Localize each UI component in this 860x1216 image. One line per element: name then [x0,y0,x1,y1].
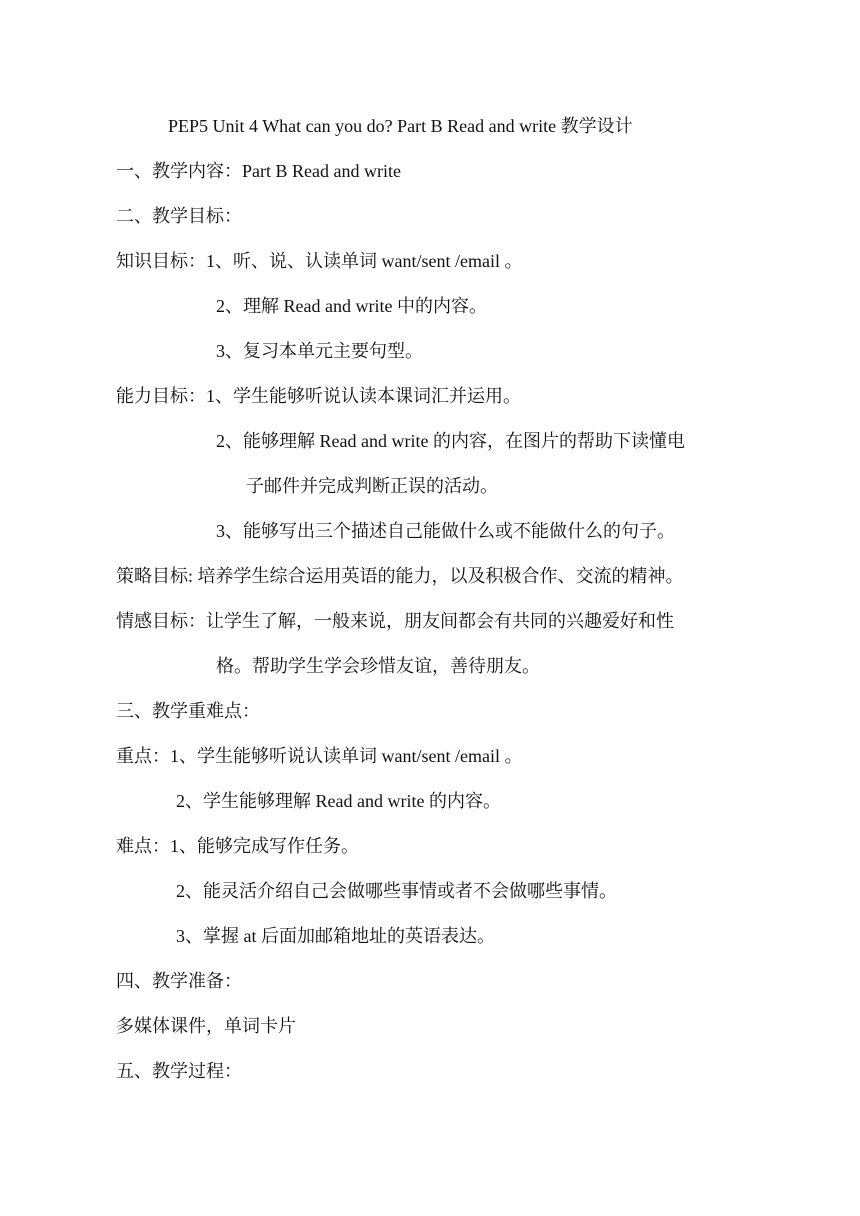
difficulty-1: 难点：1、能够完成写作任务。 [116,836,359,856]
emotion-goal: 情感目标：让学生了解，一般来说，朋友间都会有共同的兴趣爱好和性 [116,611,674,631]
knowledge-goal-1: 知识目标：1、听、说、认读单词 want/sent /email 。 [116,251,523,271]
ability-goal-1: 能力目标：1、学生能够听说认读本课词汇并运用。 [116,386,521,406]
ability-goal-2-cont: 子邮件并完成判断正误的活动。 [246,476,498,496]
strategy-goal: 策略目标: 培养学生综合运用英语的能力，以及积极合作、交流的精神。 [116,566,684,586]
ability-goal-3: 3、能够写出三个描述自己能做什么或不能做什么的句子。 [216,521,675,541]
ability-goal-2: 2、能够理解 Read and write 的内容，在图片的帮助下读懂电 [216,431,685,451]
section-teaching-goals: 二、教学目标： [116,206,242,226]
section-preparation: 四、教学准备： [116,971,242,991]
key-point-2: 2、学生能够理解 Read and write 的内容。 [176,791,501,811]
difficulty-2: 2、能灵活介绍自己会做哪些事情或者不会做哪些事情。 [176,881,617,901]
emotion-goal-cont: 格。帮助学生学会珍惜友谊，善待朋友。 [216,656,540,676]
knowledge-goal-3: 3、复习本单元主要句型。 [216,341,423,361]
document-title: PEP5 Unit 4 What can you do? Part B Read and write 教学设计 [168,116,633,136]
section-teaching-content: 一、教学内容：Part B Read and write [116,161,401,181]
knowledge-goal-2: 2、理解 Read and write 中的内容。 [216,296,487,316]
section-key-points: 三、教学重难点： [116,701,260,721]
difficulty-3: 3、掌握 at 后面加邮箱地址的英语表达。 [176,926,495,946]
preparation-items: 多媒体课件，单词卡片 [116,1016,296,1036]
key-point-1: 重点：1、学生能够听说认读单词 want/sent /email 。 [116,746,523,766]
section-teaching-process: 五、教学过程： [116,1061,242,1081]
